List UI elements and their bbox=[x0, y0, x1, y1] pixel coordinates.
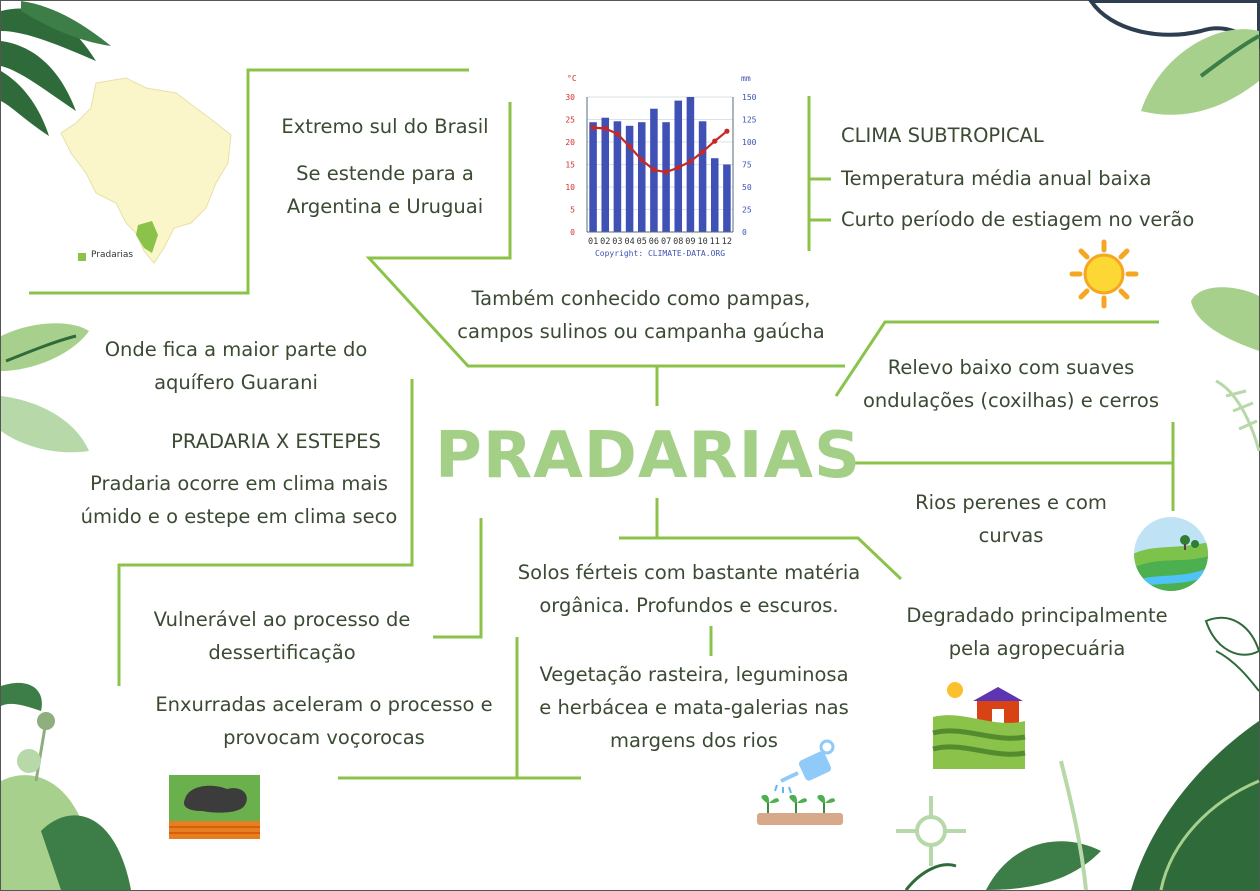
watering-seedlings-icon bbox=[753, 739, 845, 829]
erosion-line-1: Enxurradas aceleram o processo e bbox=[155, 693, 493, 716]
climate-line-2: Curto período de estiagem no verão bbox=[841, 208, 1195, 231]
climate-chart bbox=[559, 71, 757, 266]
degraded-line-2: pela agropecuária bbox=[948, 637, 1126, 660]
degraded-line-1: Degradado principalmente bbox=[906, 604, 1168, 627]
chart-copyright: Copyright: CLIMATE-DATA.ORG bbox=[594, 249, 726, 258]
chart-bar bbox=[601, 118, 609, 232]
chart-right-tick: 125 bbox=[742, 115, 757, 125]
vegetation-line-3: margens dos rios bbox=[610, 729, 778, 752]
chart-left-tick: 10 bbox=[565, 183, 575, 192]
chart-left-tick: 25 bbox=[565, 115, 575, 125]
aquifer-line-2: aquífero Guarani bbox=[154, 371, 318, 394]
chart-month-label: 04 bbox=[624, 237, 635, 247]
location-line-3: Argentina e Uruguai bbox=[286, 195, 484, 218]
node-names bbox=[441, 282, 841, 348]
chart-temp-line bbox=[593, 128, 727, 173]
chart-temp-point bbox=[639, 157, 644, 162]
chart-temp-point bbox=[700, 149, 705, 154]
leaf-decoration-top-right bbox=[1091, 1, 1259, 115]
location-line-1: Extremo sul do Brasil bbox=[281, 115, 489, 138]
aquifer-line-1: Onde fica a maior parte do bbox=[104, 338, 368, 361]
erosion-line-2: provocam voçorocas bbox=[223, 726, 425, 749]
chart-month-label: 05 bbox=[636, 237, 647, 247]
chart-temp-point bbox=[712, 139, 717, 144]
chart-temp-point bbox=[603, 126, 608, 131]
soils-line-1: Solos férteis com bastante matéria bbox=[517, 561, 861, 584]
desert-line-2: dessertificação bbox=[208, 641, 356, 664]
chart-bar bbox=[626, 126, 634, 232]
chart-temp-point bbox=[676, 165, 681, 170]
chart-bar bbox=[662, 122, 670, 232]
chart-right-tick: 0 bbox=[742, 228, 747, 237]
node-erosion bbox=[149, 688, 499, 754]
node-location bbox=[269, 110, 501, 223]
chart-bar bbox=[711, 158, 719, 232]
chart-month-label: 09 bbox=[685, 237, 696, 247]
page-title: PRADARIAS bbox=[435, 419, 862, 493]
chart-temp-point bbox=[615, 131, 620, 136]
vegetation-line-1: Vegetação rasteira, leguminosa bbox=[539, 663, 849, 686]
location-line-2: Se estende para a bbox=[296, 162, 474, 185]
leaf-decoration-right bbox=[1191, 287, 1259, 691]
chart-bar bbox=[687, 97, 695, 232]
climate-line-1: Temperatura média anual baixa bbox=[841, 167, 1152, 190]
chart-temp-point bbox=[627, 144, 632, 149]
climate-chart-svg bbox=[559, 71, 757, 266]
chart-month-label: 10 bbox=[697, 237, 708, 247]
chart-left-tick: 20 bbox=[565, 138, 575, 147]
relief-line-1: Relevo baixo com suaves bbox=[887, 356, 1135, 379]
names-line-2: campos sulinos ou campanha gaúcha bbox=[457, 320, 825, 343]
chart-month-label: 08 bbox=[673, 237, 684, 247]
chart-left-tick: 15 bbox=[565, 160, 575, 170]
node-soils bbox=[509, 556, 869, 622]
chart-left-tick: 0 bbox=[570, 228, 575, 237]
node-compare-title: PRADARIA X ESTEPES bbox=[171, 430, 381, 453]
farm-icon bbox=[933, 681, 1025, 773]
chart-bar bbox=[723, 165, 731, 233]
chart-right-unit: mm bbox=[741, 74, 751, 83]
brazil-map-shape bbox=[56, 73, 236, 273]
chart-temp-point bbox=[724, 129, 729, 134]
rivers-line-1: Rios perenes e com bbox=[915, 491, 1107, 514]
vegetation-line-2: e herbácea e mata-galerias nas bbox=[539, 696, 849, 719]
rivers-line-2: curvas bbox=[978, 524, 1044, 547]
compare-line-2: úmido e o estepe em clima seco bbox=[80, 505, 398, 528]
chart-temp-point bbox=[590, 125, 595, 130]
chart-right-tick: 25 bbox=[742, 205, 752, 215]
chart-left-unit: °C bbox=[567, 74, 577, 83]
chart-month-label: 02 bbox=[600, 237, 611, 247]
chart-left-tick: 5 bbox=[570, 205, 575, 215]
chart-bar bbox=[699, 121, 707, 232]
chart-right-tick: 100 bbox=[742, 138, 757, 147]
node-desert bbox=[141, 603, 423, 669]
node-climate bbox=[841, 119, 1201, 236]
sun-icon bbox=[1069, 239, 1139, 309]
soil-erosion-icon bbox=[167, 773, 262, 841]
chart-right-tick: 50 bbox=[742, 183, 752, 192]
climate-title: CLIMA SUBTROPICAL bbox=[841, 124, 1044, 147]
node-rivers bbox=[891, 486, 1131, 552]
chart-left-tick: 30 bbox=[565, 93, 575, 102]
node-compare bbox=[79, 467, 399, 533]
chart-temp-point bbox=[663, 170, 668, 175]
compare-line-1: Pradaria ocorre em clima mais bbox=[90, 472, 388, 495]
brazil-map bbox=[56, 73, 236, 273]
chart-month-label: 07 bbox=[660, 237, 672, 247]
chart-month-label: 12 bbox=[721, 237, 733, 247]
map-legend-label: Pradarias bbox=[91, 250, 134, 260]
chart-month-label: 06 bbox=[648, 237, 660, 247]
chart-month-label: 03 bbox=[612, 237, 623, 247]
chart-bar bbox=[589, 122, 597, 232]
chart-temp-point bbox=[651, 167, 656, 172]
chart-right-tick: 75 bbox=[742, 160, 752, 170]
names-line-1: Também conhecido como pampas, bbox=[471, 287, 811, 310]
landscape-river-icon bbox=[1133, 516, 1209, 592]
node-aquifer bbox=[96, 333, 376, 399]
chart-month-label: 01 bbox=[587, 237, 599, 247]
chart-right-tick: 150 bbox=[742, 93, 757, 102]
chart-temp-point bbox=[688, 159, 693, 164]
relief-line-2: ondulações (coxilhas) e cerros bbox=[863, 389, 1159, 412]
desert-line-1: Vulnerável ao processo de bbox=[153, 608, 411, 631]
leaf-decoration-bottom-left bbox=[1, 683, 131, 890]
chart-month-label: 11 bbox=[709, 237, 720, 247]
node-relief bbox=[856, 351, 1166, 417]
chart-bar bbox=[638, 122, 646, 232]
leaf-decoration-left bbox=[1, 323, 89, 452]
node-degraded bbox=[901, 599, 1173, 665]
soils-line-2: orgânica. Profundos e escuros. bbox=[539, 594, 839, 617]
